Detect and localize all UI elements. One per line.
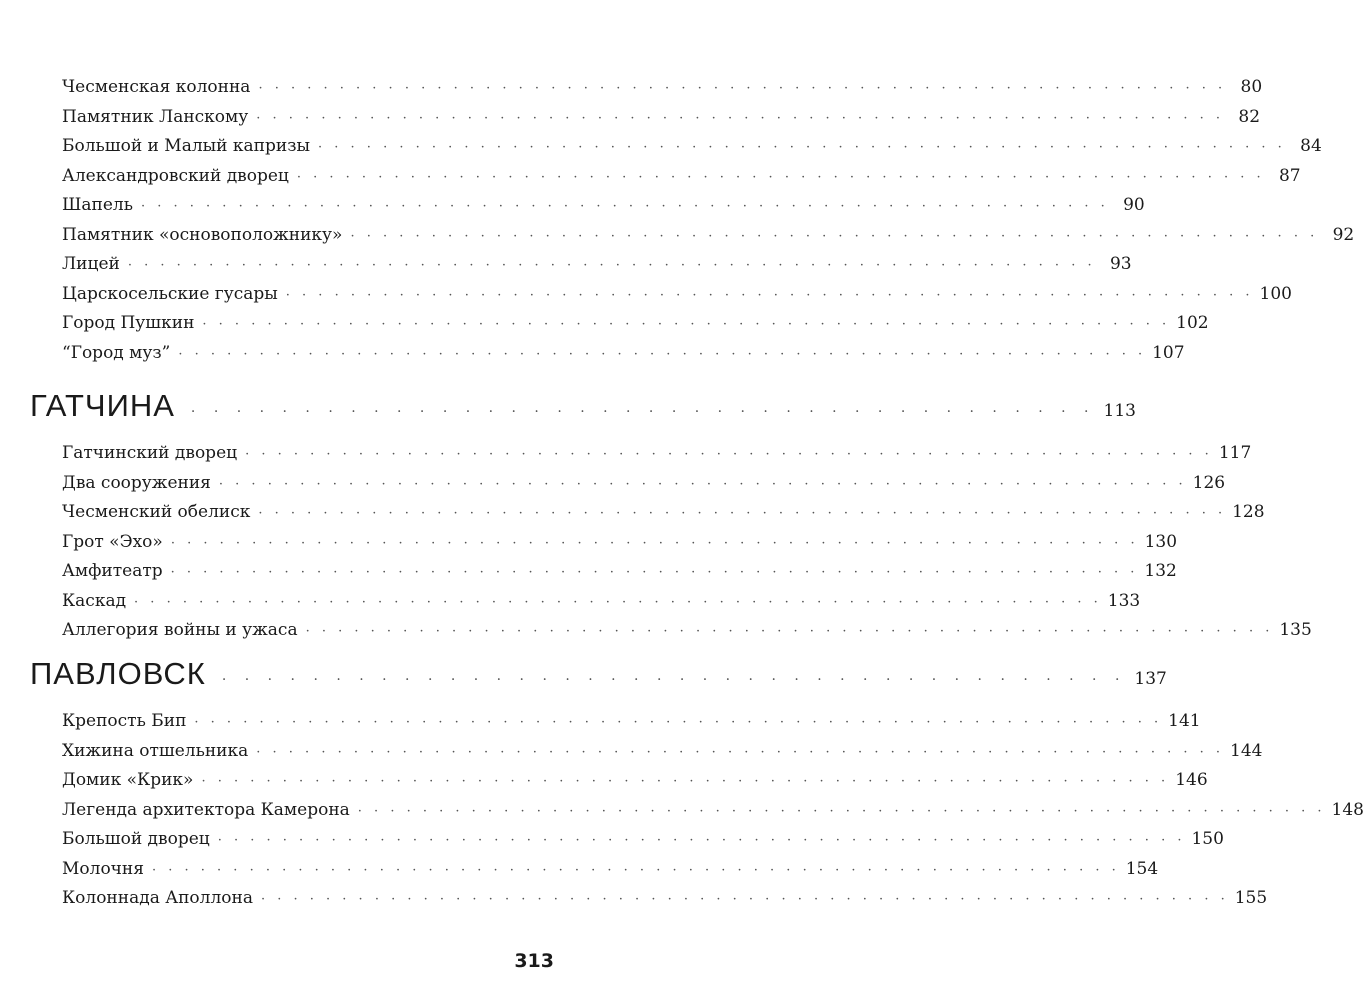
section-title: ГАТЧИНА [30,388,175,423]
entry-title: Чесменская колонна [62,77,251,97]
toc-entry [62,106,1261,130]
entry-title: Колоннада Аполлона [62,888,253,908]
toc-entry [62,501,1265,525]
entry-title: Два сооружения [62,472,211,493]
dot-leader: · · · · · · · · · · · · · · · · · · · · · · · · · · · · · · · · · · · · · · · · · · · · · · · · · · · · · · · · · · · · [202,317,1171,332]
entry-title: Большой дворец [62,829,210,849]
toc-entry [62,531,1178,555]
toc-entry [62,135,1322,159]
entry-page: 107 [1152,342,1185,363]
dot-leader: · · · · · · · · · · · · · · · · · · · · · · · · · · · · · · · · · · · · · · · · · · · · · · · · · · · · · · · · · · · · [258,506,1227,521]
dot-leader: · · · · · · · · · · · · · · · · · · · · · · · · · · · · · · · · · · · · · · · · · · · · · · · · · · · · · · · · · · · · [127,258,1096,273]
dot-leader: · · · · · · · · · · · · · · · · · · · · · · · · · · · · · · · · · · · · · · · · · · · · · · · · · · · · · · · · · · · · [296,169,1265,185]
entry-title: Чесменский обелиск [62,502,251,522]
toc-entry [62,590,1141,614]
entry-page: 128 [1232,502,1265,522]
dot-leader: · · · · · · · · · · · · · · · · · · · · · · · · · · · · · · · · · · · · · · · · · · · · · · · · · · · · · · · · · · · · [194,715,1163,730]
entry-title: Гатчинский дворец [62,443,238,463]
entry-page: 148 [1331,799,1364,820]
entry-title: Царскосельские гусары [62,283,278,304]
entry-title: Александровский дворец [62,165,289,186]
entry-page: 126 [1192,472,1226,493]
dot-leader: · · · · · · · · · · · · · · · · · · · · · · · · · · · · · · · · · · · · · · · · · · · · · · · · · · · · · · · · · · · · [170,565,1139,580]
toc-entry [62,312,1209,336]
entry-title: Лицей [62,254,120,274]
entry-page: 102 [1176,313,1209,333]
toc-entry [62,828,1224,852]
entry-page: 154 [1125,858,1159,879]
toc-entry [62,194,1145,218]
entry-page: 92 [1332,224,1355,245]
toc-entry [62,472,1226,496]
toc-entry [62,442,1252,466]
dot-leader: · · · · · · · · · · · · · · · · · · · · · · · · · · · · · · · · · · · · · · · · · · · · · · · · · · · · · · · · · · · · [350,228,1319,244]
toc-entry [62,560,1177,584]
dot-leader: · · · · · · · · · · · · · · · · · · · · · · · · · · · · · · · · · · · · · · · · · · · · · · · · · · · · · · · · · · · · [318,140,1286,155]
dot-leader: · · · · · · · · · · · · · · · · · · · · · · · · · · · · · · · · · · · · · · · · · · · · · · · · · · · · · · · · · · · · [201,774,1170,789]
page-number: 313 [514,950,554,972]
dot-leader: · · · · · · · · · · · · · · · · · · · · · · · · · · · · · · · · · · · · · · · · · · · · · · · · · · · · · · · · · · · · [151,862,1120,878]
toc-entry [62,619,1312,643]
entry-page: 150 [1191,829,1224,849]
entry-page: 100 [1259,283,1292,304]
section-title: ПАВЛОВСК [30,656,206,691]
entry-page: 135 [1279,620,1312,640]
toc-entry [62,799,1364,823]
toc-entry [62,769,1208,793]
dot-leader: · · · · · · · · · · · · · · · · · · · · · · · · · · · · · · · · · · · · · · · · [221,672,1127,688]
toc-entry [62,76,1263,100]
entry-page: 84 [1300,136,1322,156]
dot-leader: · · · · · · · · · · · · · · · · · · · · · · · · · · · · · · · · · · · · · · · · · · · · · · · · · · · · · · · · · · · · [245,447,1213,462]
dot-leader: · · · · · · · · · · · · · · · · · · · · · · · · · · · · · · · · · · · · · · · · [190,404,1096,420]
dot-leader: · · · · · · · · · · · · · · · · · · · · · · · · · · · · · · · · · · · · · · · · · · · · · · · · · · · · · · · · · · · · [256,110,1225,126]
toc-entry [62,165,1301,189]
entry-title: Молочня [62,858,144,879]
entry-page: 117 [1218,443,1252,463]
entry-title: Памятник Ланскому [62,106,249,127]
entry-title: Хижина отшельника [62,740,249,761]
toc-entry [62,740,1263,764]
entry-title: Крепость Бип [62,711,187,731]
entry-page: 80 [1240,77,1263,97]
entry-title: Грот «Эхо» [62,531,163,552]
entry-title: Амфитеатр [62,561,163,581]
entry-title: Домик «Крик» [62,770,194,790]
dot-leader: · · · · · · · · · · · · · · · · · · · · · · · · · · · · · · · · · · · · · · · · · · · · · · · · · · · · · · · · · · · · [285,287,1254,303]
dot-leader: · · · · · · · · · · · · · · · · · · · · · · · · · · · · · · · · · · · · · · · · · · · · · · · · · · · · · · · · · · · · [258,81,1227,96]
dot-leader: · · · · · · · · · · · · · · · · · · · · · · · · · · · · · · · · · · · · · · · · · · · · · · · · · · · · · · · · · · · · [305,624,1274,639]
section-heading [30,654,1167,694]
entry-page: 93 [1109,254,1132,274]
dot-leader: · · · · · · · · · · · · · · · · · · · · · · · · · · · · · · · · · · · · · · · · · · · · · · · · · · · · · · · · · · · · [170,535,1139,551]
dot-leader: · · · · · · · · · · · · · · · · · · · · · · · · · · · · · · · · · · · · · · · · · · · · · · · · · · · · · · · · · · · · [134,594,1102,610]
dot-leader: · · · · · · · · · · · · · · · · · · · · · · · · · · · · · · · · · · · · · · · · · · · · · · · · · · · · · · · · · · · · [260,892,1229,907]
toc-entry [62,253,1132,277]
toc-entry [62,342,1185,366]
toc-entry [62,858,1159,882]
entry-page: 90 [1123,195,1145,215]
entry-title: “Город муз” [62,342,171,363]
dot-leader: · · · · · · · · · · · · · · · · · · · · · · · · · · · · · · · · · · · · · · · · · · · · · · · · · · · · · · · · · · · · [357,803,1326,819]
entry-page: 82 [1238,106,1261,127]
entry-title: Шапель [62,195,133,215]
entry-page: 155 [1234,888,1268,908]
entry-page: 141 [1168,711,1201,731]
toc-entry [62,224,1355,248]
entry-page: 146 [1175,770,1208,790]
entry-title: Памятник «основоположнику» [62,224,343,245]
section-page: 113 [1103,401,1136,421]
dot-leader: · · · · · · · · · · · · · · · · · · · · · · · · · · · · · · · · · · · · · · · · · · · · · · · · · · · · · · · · · · · · [178,346,1147,362]
entry-page: 144 [1230,740,1263,761]
toc-entry [62,283,1292,307]
section-heading [30,386,1136,426]
dot-leader: · · · · · · · · · · · · · · · · · · · · · · · · · · · · · · · · · · · · · · · · · · · · · · · · · · · · · · · · · · · · [217,833,1186,848]
entry-page: 132 [1144,561,1177,581]
dot-leader: · · · · · · · · · · · · · · · · · · · · · · · · · · · · · · · · · · · · · · · · · · · · · · · · · · · · · · · · · · · · [256,744,1225,760]
entry-title: Каскад [62,590,127,611]
toc-entry [62,887,1268,911]
entry-title: Легенда архитектора Камерона [62,799,350,820]
dot-leader: · · · · · · · · · · · · · · · · · · · · · · · · · · · · · · · · · · · · · · · · · · · · · · · · · · · · · · · · · · · · [218,476,1187,492]
section-page: 137 [1134,669,1167,689]
entry-page: 87 [1278,165,1301,186]
entry-title: Аллегория войны и ужаса [62,620,298,640]
entry-page: 133 [1107,590,1141,611]
entry-title: Город Пушкин [62,313,195,333]
entry-title: Большой и Малый капризы [62,136,311,156]
toc-entry [62,710,1201,734]
entry-page: 130 [1144,531,1178,552]
dot-leader: · · · · · · · · · · · · · · · · · · · · · · · · · · · · · · · · · · · · · · · · · · · · · · · · · · · · · · · · · · · · [140,199,1109,214]
